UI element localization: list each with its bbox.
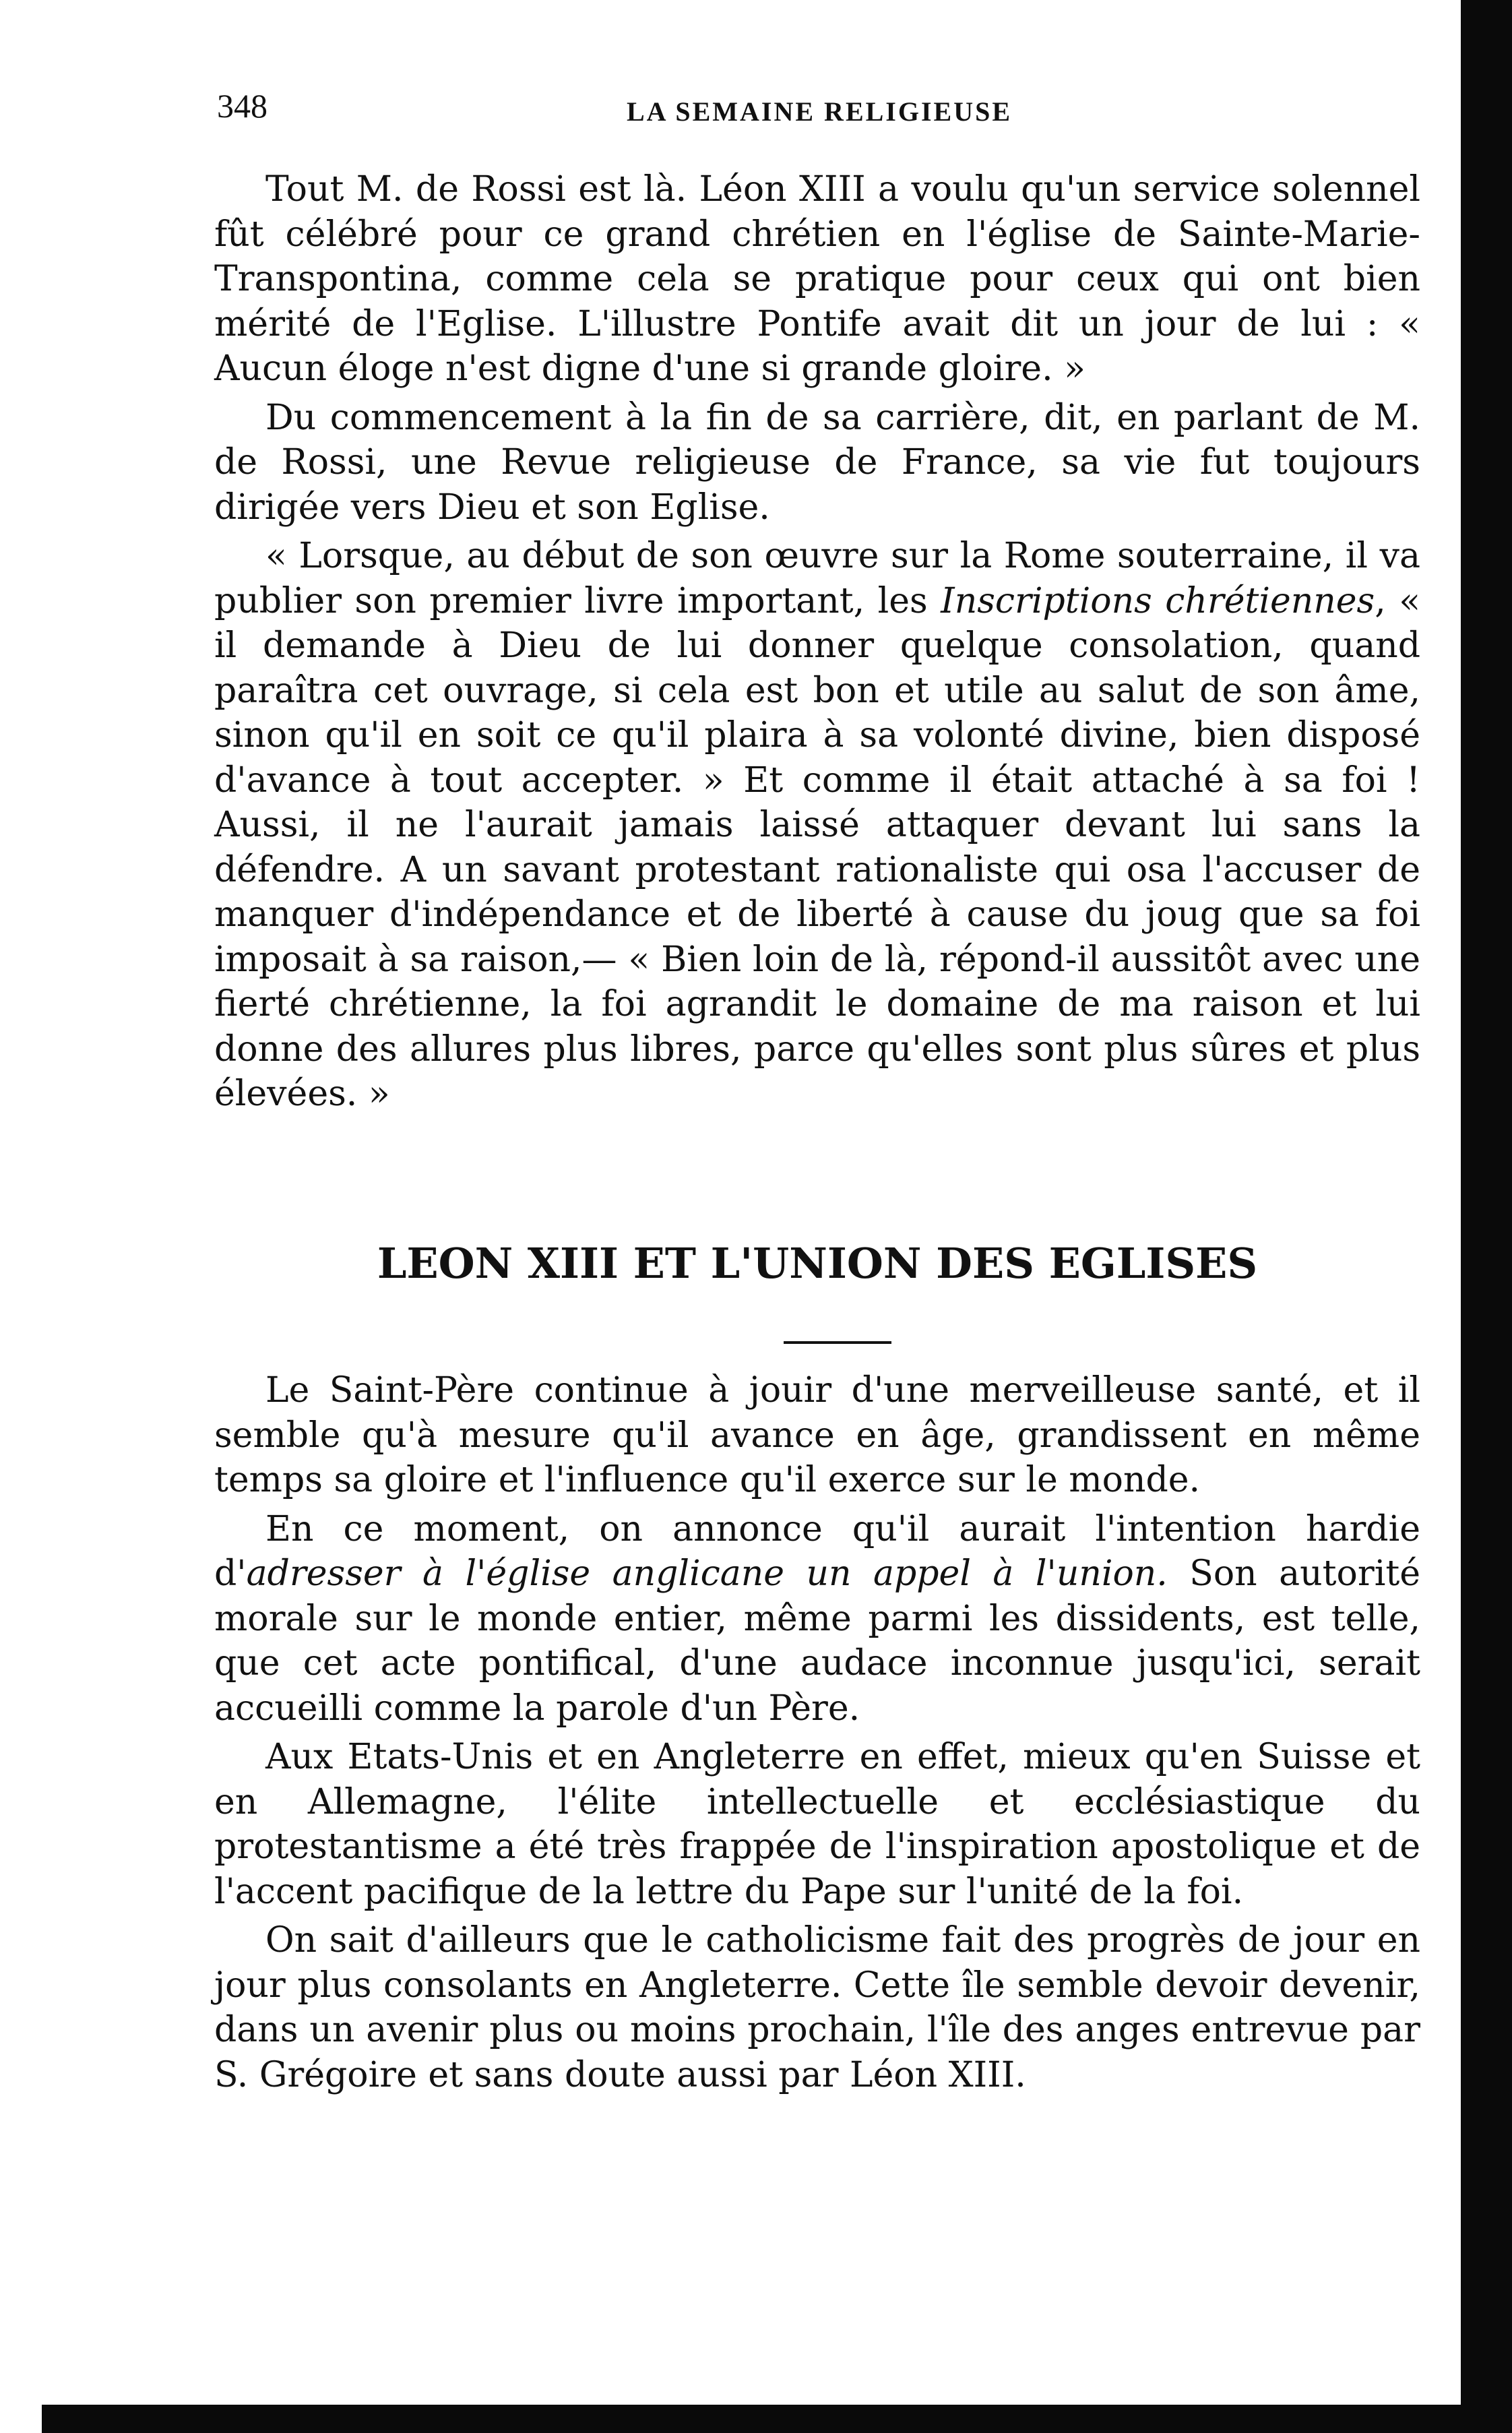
paragraph bbox=[214, 1507, 1420, 1731]
paragraph-text: On sait d'ailleurs que le catholicisme fait des progrès de jour en jour plus consolants en Angleterre. Cette île semble devoir devenir, dans un avenir plus ou moins prochain, l'île des anges entrevue par S. Grégoire et sans doute aussi par Léon XIII. bbox=[214, 1920, 1420, 2095]
paragraph bbox=[214, 1368, 1420, 1503]
paragraph bbox=[214, 396, 1420, 530]
italic-phrase: adresser à l'église anglicane un appel à l'union. bbox=[246, 1553, 1168, 1594]
paragraph bbox=[214, 167, 1420, 392]
paragraph bbox=[214, 1918, 1420, 2097]
paragraph-text: « Lorsque, au début de son œuvre sur la Rome souterraine, il va publier son premier livre important, les bbox=[214, 536, 1420, 621]
paragraph-text: En ce moment, on annonce qu'il aurait l'intention hardie d' bbox=[214, 1508, 1420, 1594]
scan-border-bottom bbox=[42, 2405, 1512, 2433]
paragraph-text: Du commencement à la fin de sa carrière, dit, en parlant de M. de Rossi, une Revue religieuse de France, sa vie fut toujours dirigée vers Dieu et son Eglise. bbox=[214, 397, 1420, 528]
paragraph bbox=[214, 534, 1420, 1117]
running-head: LA SEMAINE RELIGIEUSE bbox=[627, 96, 1013, 127]
book-title: Inscriptions chrétiennes bbox=[941, 580, 1375, 621]
page-number: 348 bbox=[217, 87, 267, 125]
paragraph-text: Tout M. de Rossi est là. Léon XIII a voulu qu'un service solennel fût célébré pour ce grand chrétien en l'église de Sainte-Marie-Transpontina, comme cela se pratique pour ceux qui ont bien mérité de l'Eglise. L'illustre Pontife avait dit un jour de lui : « Aucun éloge n'est digne d'une si grande gloire. » bbox=[214, 169, 1420, 389]
article-union-des-eglises bbox=[214, 1368, 1420, 2097]
title-rule bbox=[784, 1341, 891, 1344]
paragraph-text: Aux Etats-Unis et en Angleterre en effet, mieux qu'en Suisse et en Allemagne, l'élite intellectuelle et ecclésiastique du protestantisme a été très frappée de l'inspiration apostolique et de l'accent pacifique de la lettre du Pape sur l'unité de la foi. bbox=[214, 1737, 1420, 1912]
scan-border-right bbox=[1461, 0, 1512, 2433]
paragraph-text: Le Saint-Père continue à jouir d'une merveilleuse santé, et il semble qu'à mesure qu'il avance en âge, grandissent en même temps sa gloire et l'influence qu'il exerce sur le monde. bbox=[214, 1370, 1420, 1500]
paragraph bbox=[214, 1735, 1420, 1914]
paragraph-text: , « il demande à Dieu de lui donner quelque consolation, quand paraîtra cet ouvrage, si cela est bon et utile au salut de son âme, sinon qu'il en soit ce qu'il plaira à sa volonté divine, bien disposé d'avance à tout accepter. » Et comme il était attaché à sa foi ! Aussi, il ne l'aurait jamais laissé attaquer devant lui sans la défendre. A un savant protestant rationaliste qui osa l'accuser de manquer d'indépendance et de liberté à cause du joug que sa foi imposait à sa raison,— « Bien loin de là, répond-il aussitôt avec une fierté chrétienne, la foi agrandit le domaine de ma raison et lui donne des allures plus libres, parce qu'elles sont plus sûres et plus élevées. » bbox=[214, 580, 1421, 1114]
paragraph-text: Son autorité morale sur le monde entier, même parmi les dissidents, est telle, que cet acte pontifical, d'une audace inconnue jusqu'ici, serait accueilli comme la parole d'un Père. bbox=[214, 1553, 1420, 1729]
section-title: LEON XIII ET L'UNION DES EGLISES bbox=[377, 1239, 1258, 1288]
article-rossi bbox=[214, 167, 1420, 1117]
